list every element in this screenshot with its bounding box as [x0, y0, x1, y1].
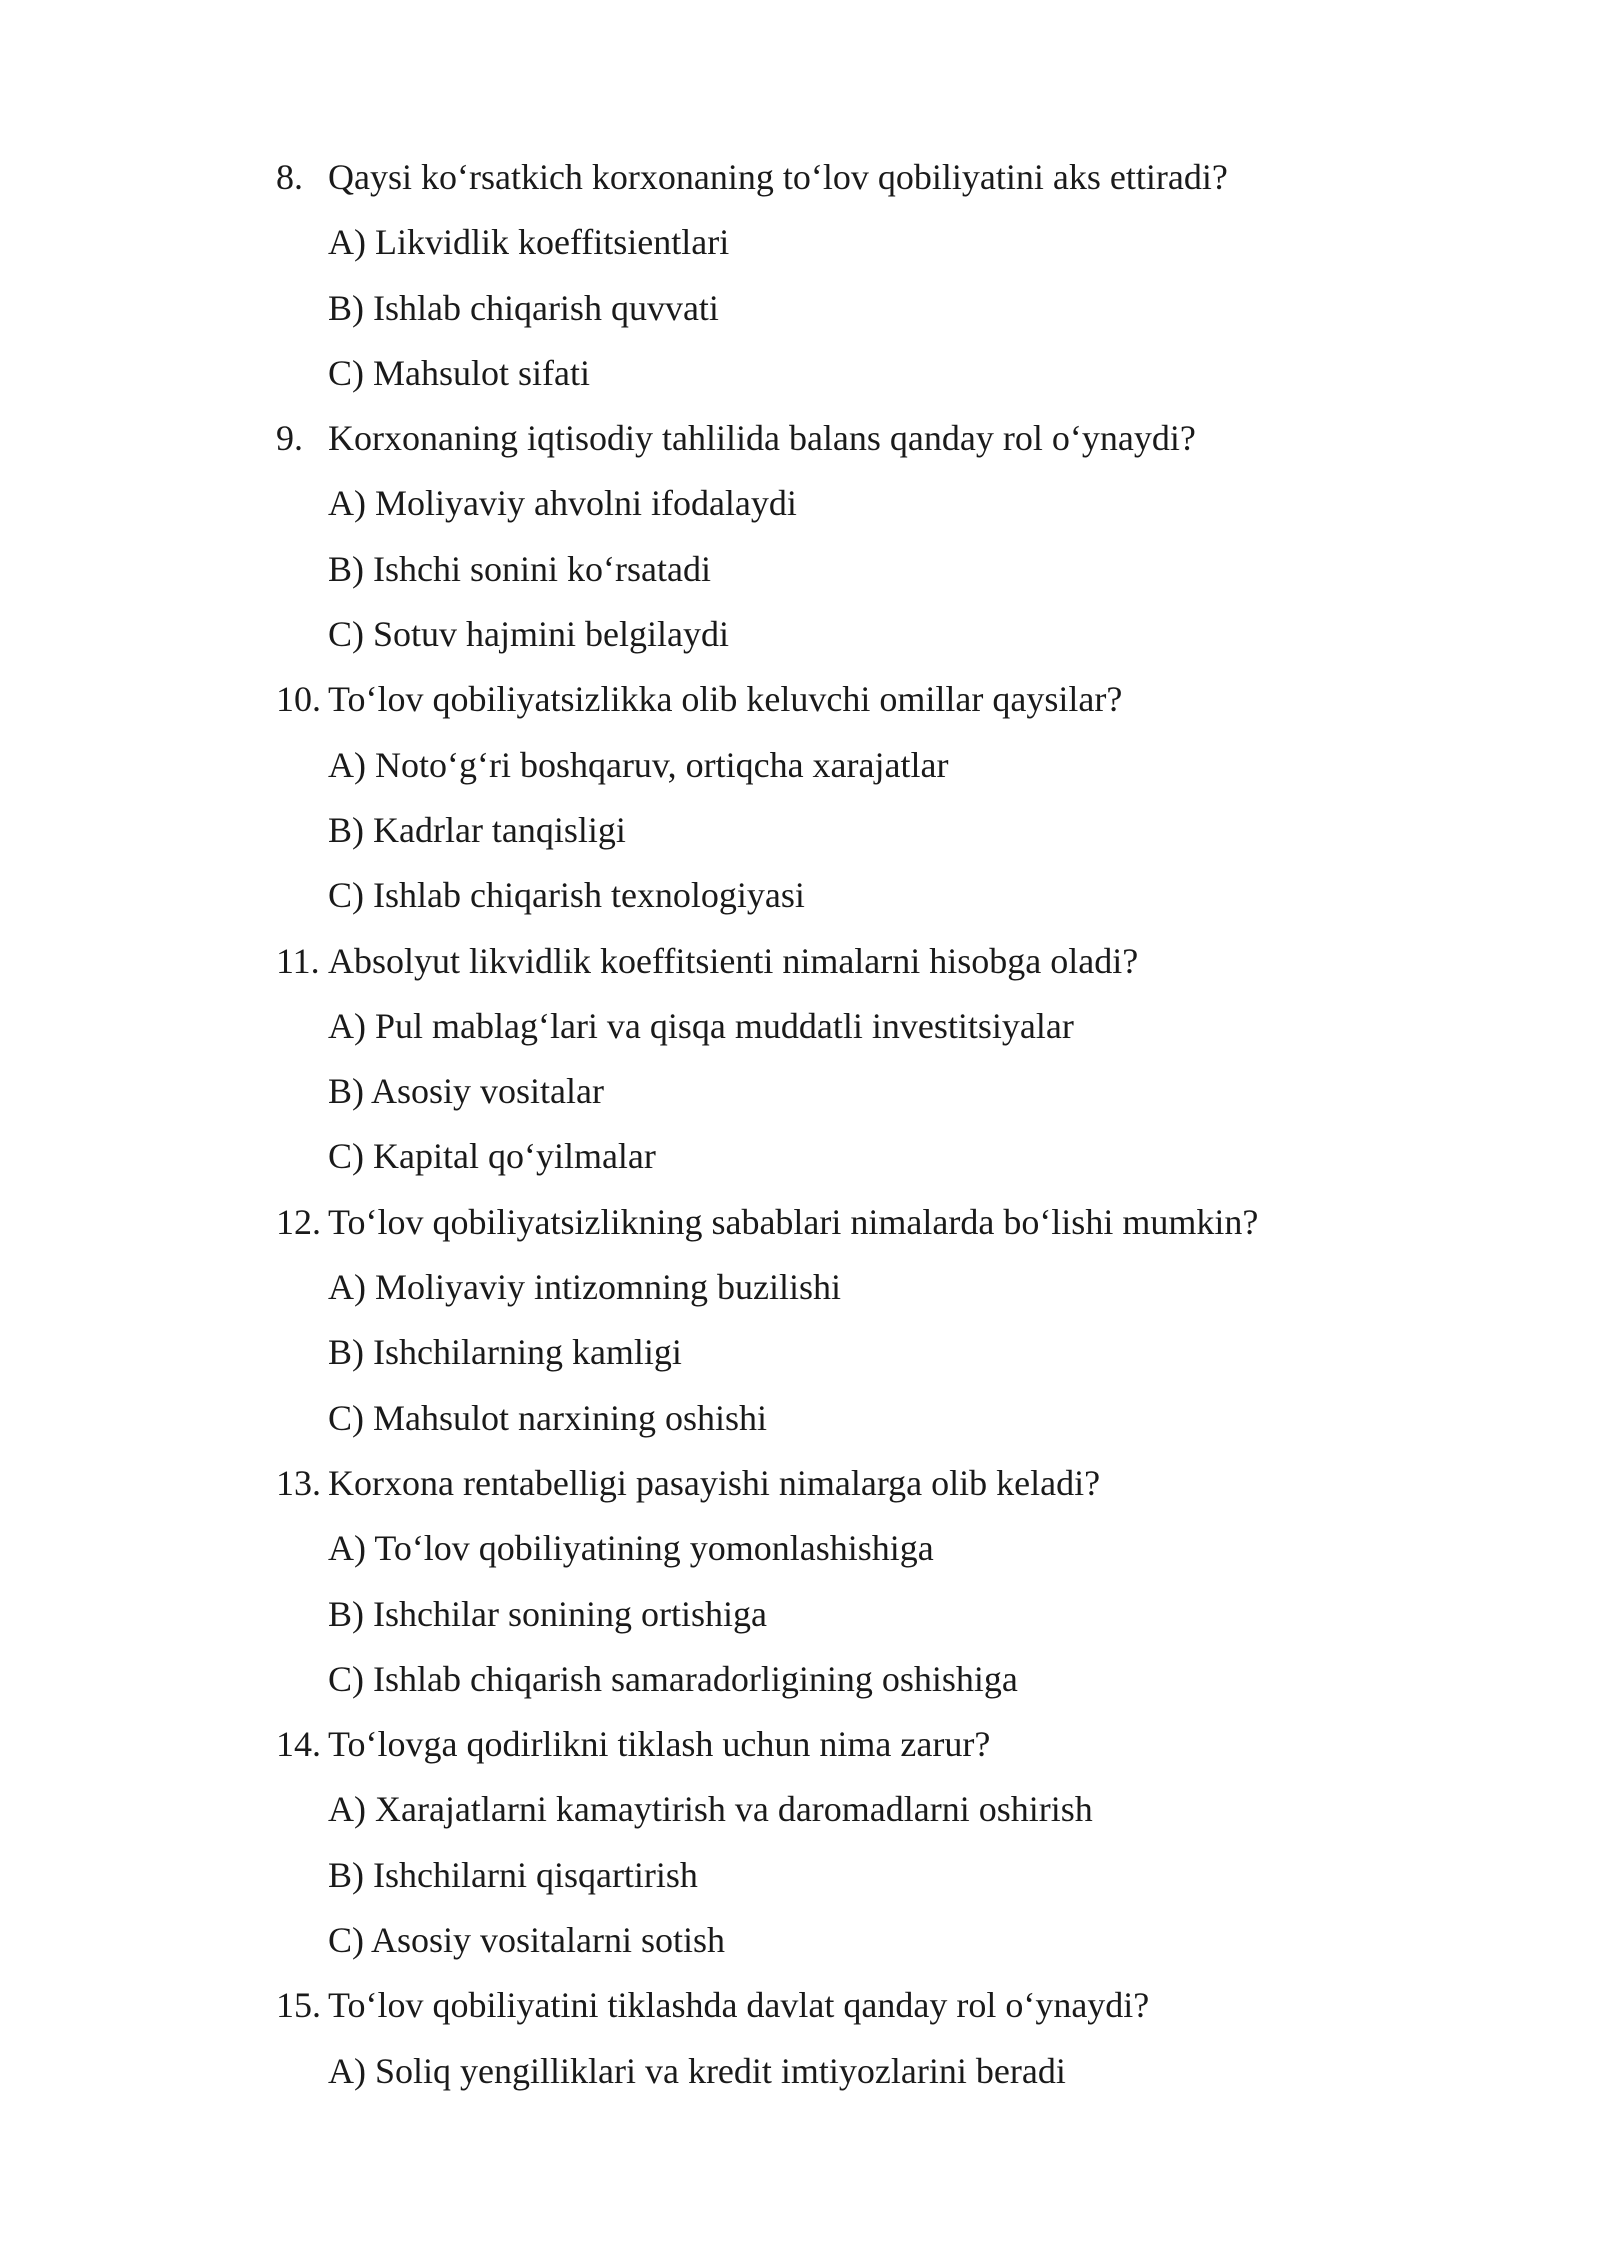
option-a: A) To‘lov qobiliyatining yomonlashishiga: [328, 1528, 934, 1569]
question-11: [276, 929, 1426, 994]
question-15: [276, 1973, 1426, 2038]
question-14: [276, 1712, 1426, 1777]
question-number: 15.: [276, 1985, 321, 2026]
option-a: A) Soliq yengilliklari va kredit imtiyozlarini beradi: [328, 2050, 1066, 2091]
option-c: C) Kapital qo‘yilmalar: [328, 1136, 656, 1177]
option-b: B) Ishchilar sonining ortishiga: [328, 1593, 767, 1634]
option-c: C) Ishlab chiqarish samaradorligining oshishiga: [328, 1658, 1018, 1699]
question-text: To‘lov qobiliyatsizlikka olib keluvchi omillar qaysilar?: [328, 679, 1123, 720]
option-b: B) Ishchilarning kamligi: [328, 1332, 682, 1373]
option-a: A) Noto‘g‘ri boshqaruv, ortiqcha xarajatlar: [328, 744, 949, 785]
option-b: B) Kadrlar tanqisligi: [328, 809, 626, 850]
question-13: [276, 1451, 1426, 1516]
option-a: A) Xarajatlarni kamaytirish va daromadlarni oshirish: [328, 1789, 1093, 1830]
option-b: B) Ishlab chiqarish quvvati: [328, 287, 719, 328]
option-c: C) Sotuv hajmini belgilaydi: [328, 614, 729, 655]
question-text: Absolyut likvidlik koeffitsienti nimalarni hisobga oladi?: [328, 940, 1139, 981]
question-list: [276, 145, 1426, 2104]
option-c: C) Asosiy vositalarni sotish: [328, 1920, 726, 1961]
question-12: [276, 1190, 1426, 1255]
question-text: Qaysi ko‘rsatkich korxonaning to‘lov qobiliyatini aks ettiradi?: [328, 157, 1228, 197]
option-b: B) Ishchilarni qisqartirish: [328, 1854, 698, 1895]
option-c: C) Mahsulot sifati: [328, 352, 590, 393]
question-8: [276, 145, 1426, 210]
question-9: [276, 406, 1426, 471]
option-a: A) Moliyaviy intizomning buzilishi: [328, 1267, 841, 1308]
question-10: [276, 667, 1426, 732]
question-text: Korxona rentabelligi pasayishi nimalarga olib keladi?: [328, 1462, 1101, 1503]
question-number: 10.: [276, 679, 321, 720]
option-c: C) Mahsulot narxining oshishi: [328, 1397, 767, 1438]
option-a: A) Likvidlik koeffitsientlari: [328, 222, 730, 263]
question-number: 9.: [276, 418, 303, 459]
question-text: To‘lov qobiliyatsizlikning sabablari nimalarda bo‘lishi mumkin?: [328, 1201, 1259, 1242]
question-number: 13.: [276, 1462, 321, 1503]
question-text: To‘lov qobiliyatini tiklashda davlat qanday rol o‘ynaydi?: [328, 1985, 1150, 2026]
option-a: A) Moliyaviy ahvolni ifodalaydi: [328, 483, 797, 524]
option-a: A) Pul mablag‘lari va qisqa muddatli investitsiyalar: [328, 1005, 1074, 1046]
question-number: 8.: [276, 157, 303, 197]
question-number: 11.: [276, 940, 320, 981]
question-text: Korxonaning iqtisodiy tahlilida balans qanday rol o‘ynaydi?: [328, 418, 1196, 459]
question-number: 12.: [276, 1201, 321, 1242]
option-b: B) Ishchi sonini ko‘rsatadi: [328, 548, 711, 589]
option-c: C) Ishlab chiqarish texnologiyasi: [328, 875, 805, 916]
question-number: 14.: [276, 1724, 321, 1765]
question-text: To‘lovga qodirlikni tiklash uchun nima zarur?: [328, 1724, 991, 1765]
option-b: B) Asosiy vositalar: [328, 1071, 604, 1112]
